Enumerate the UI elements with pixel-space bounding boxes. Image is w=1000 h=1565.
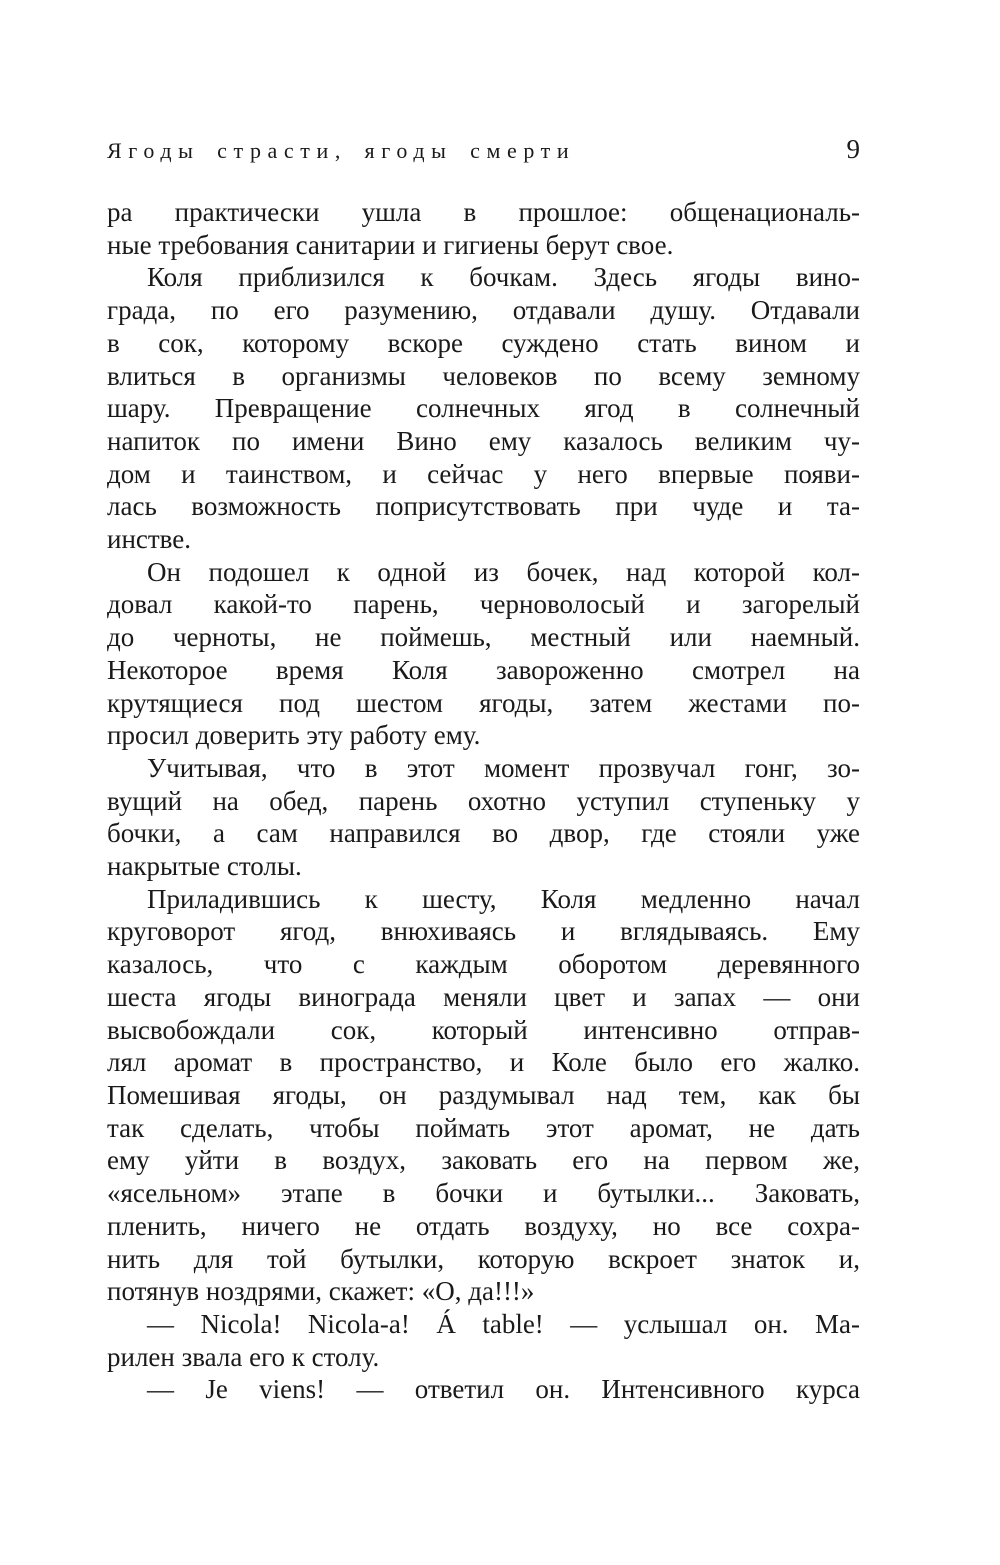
text-line: Некоторое время Коля завороженно смотрел на	[107, 654, 860, 685]
paragraph	[107, 883, 860, 1308]
text-line: пленить, ничего не отдать воздуху, но все сохра-	[107, 1210, 860, 1241]
text-body	[107, 196, 860, 1406]
paragraph	[107, 752, 860, 883]
text-line: нить для той бутылки, которую вскроет знаток и,	[107, 1243, 860, 1274]
text-line: шару. Превращение солнечных ягод в солнечный	[107, 393, 860, 424]
text-line: бочки, а сам направился во двор, где стояли уже	[107, 818, 860, 849]
text-line: влиться в организмы человеков по всему земному	[107, 360, 860, 391]
text-line: лась возможность поприсутствовать при чуде и та-	[107, 491, 860, 522]
text-line: довал какой-то парень, черноволосый и загорелый	[107, 589, 860, 620]
text-line: просил доверить эту работу ему.	[107, 720, 481, 751]
text-line: Учитывая, что в этот момент прозвучал гонг, зо-	[147, 752, 860, 783]
text-line: Он подошел к одной из бочек, над которой кол-	[147, 556, 860, 587]
text-line: инстве.	[107, 524, 192, 555]
text-line: града, по его разумению, отдавали душу. Отдавали	[107, 295, 860, 326]
text-line: ему уйти в воздух, заковать его на первом же,	[107, 1145, 860, 1176]
paragraph	[107, 261, 860, 555]
page-header	[107, 134, 860, 165]
text-line: высвобождали сок, который интенсивно отправ-	[107, 1014, 860, 1045]
text-line: ные требования санитарии и гигиены берут свое.	[107, 229, 674, 260]
text-line: Коля приблизился к бочкам. Здесь ягоды вино-	[147, 262, 860, 293]
paragraph	[107, 1308, 860, 1373]
text-line: вущий на обед, парень охотно уступил ступеньку у	[107, 785, 860, 816]
text-line: дом и таинством, и сейчас у него впервые появи-	[107, 458, 860, 489]
text-line: потянув ноздрями, скажет: «О, да!!!»	[107, 1276, 535, 1307]
paragraph	[107, 556, 860, 752]
running-title: Ягоды страсти, ягоды смерти	[107, 138, 576, 163]
text-line: напиток по имени Вино ему казалось великим чу-	[107, 425, 860, 456]
text-line: — Nicola! Nicola-a! Á table! — услышал он. Ма-	[147, 1308, 860, 1339]
text-line: ра практически ушла в прошлое: общенациональ-	[107, 197, 860, 227]
text-line: «ясельном» этапе в бочки и бутылки... Заковать,	[107, 1178, 860, 1209]
text-line: крутящиеся под шестом ягоды, затем жестами по-	[107, 687, 860, 718]
text-line: казалось, что с каждым оборотом деревянного	[107, 949, 860, 980]
paragraph	[107, 1373, 860, 1406]
text-line: шеста ягоды винограда меняли цвет и запах — они	[107, 981, 860, 1012]
text-line: круговорот ягод, внюхиваясь и вглядываясь. Ему	[107, 916, 860, 947]
page-number: 9	[846, 134, 860, 164]
paragraph	[107, 196, 860, 261]
text-line: до черноты, не поймешь, местный или наемный.	[107, 622, 860, 653]
text-line: так сделать, чтобы поймать этот аромат, не дать	[107, 1112, 860, 1143]
text-line: Приладившись к шесту, Коля медленно начал	[147, 883, 860, 914]
text-line: рилен звала его к столу.	[107, 1341, 380, 1372]
text-line: — Je viens! — ответил он. Интенсивного курса	[147, 1374, 860, 1405]
text-line: в сок, которому вскоре суждено стать вином и	[107, 327, 860, 358]
text-line: лял аромат в пространство, и Коле было его жалко.	[107, 1047, 860, 1078]
text-line: Помешивая ягоды, он раздумывал над тем, как бы	[107, 1079, 860, 1110]
text-line: накрытые столы.	[107, 851, 302, 882]
